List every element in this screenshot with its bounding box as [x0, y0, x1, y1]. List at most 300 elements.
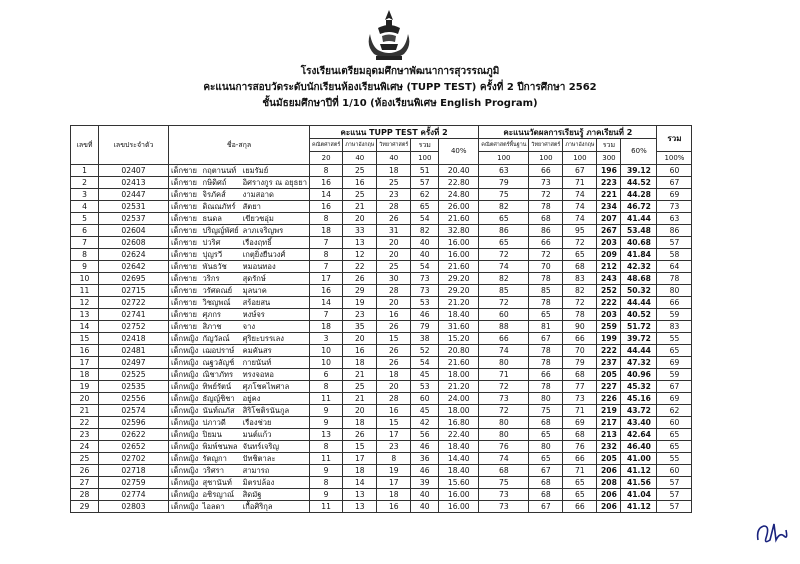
cell-grade-science: 78	[529, 357, 563, 369]
cell-tupp-math: 3	[309, 333, 342, 345]
cell-prefix: เด็กชาย	[169, 285, 201, 297]
cell-tupp-english: 26	[343, 429, 377, 441]
cell-tupp-english: 23	[343, 309, 377, 321]
table-row	[71, 213, 692, 225]
cell-grade-pct: 45.32	[621, 381, 657, 393]
cell-tupp-pct: 31.60	[439, 321, 479, 333]
cell-lastname: ทรงจอหอ	[241, 369, 310, 381]
cell-firstname: พิมพ์ชนพล	[201, 441, 241, 453]
cell-grade-pct: 45.16	[621, 393, 657, 405]
cell-grade-pct: 40.68	[621, 237, 657, 249]
cell-tupp-pct: 20.40	[439, 165, 479, 177]
cell-lastname: ศุริยะบรรเลง	[241, 333, 310, 345]
cell-total: 60	[657, 165, 692, 177]
cell-lastname: สัตยา	[241, 201, 310, 213]
cell-grade-math: 65	[479, 213, 529, 225]
cell-tupp-science: 17	[377, 477, 411, 489]
cell-grade-science: 68	[529, 213, 563, 225]
cell-total: 65	[657, 345, 692, 357]
cell-tupp-science: 26	[377, 213, 411, 225]
cell-tupp-pct: 18.00	[439, 369, 479, 381]
cell-id: 02596	[99, 417, 169, 429]
cell-grade-english: 69	[563, 417, 597, 429]
cell-tupp-pct: 15.60	[439, 477, 479, 489]
cell-tupp-sum: 40	[411, 501, 439, 513]
cell-id: 02531	[99, 201, 169, 213]
cell-grade-math: 80	[479, 429, 529, 441]
cell-lastname: ปัทชิตาละ	[241, 453, 310, 465]
cell-firstname: รัตญกา	[201, 453, 241, 465]
document-title: คะแนนการสอบวัดระดับนักเรียนห้องเรียนพิเศษ (TUPP TEST) ครั้งที่ 2 ปีการศึกษา 2562	[203, 82, 597, 93]
cell-tupp-english: 25	[343, 165, 377, 177]
cell-grade-english: 82	[563, 285, 597, 297]
cell-total: 86	[657, 225, 692, 237]
cell-id: 02535	[99, 381, 169, 393]
cell-prefix: เด็กชาย	[169, 237, 201, 249]
cell-grade-pct: 39.12	[621, 165, 657, 177]
col-id-header: เลขประจำตัว	[99, 126, 169, 165]
cell-grade-sum: 196	[597, 165, 621, 177]
cell-lastname: เกื้อศิริกุล	[241, 501, 310, 513]
cell-prefix: เด็กหญิง	[169, 405, 201, 417]
cell-prefix: เด็กชาย	[169, 189, 201, 201]
cell-tupp-math: 18	[309, 321, 342, 333]
cell-tupp-sum: 53	[411, 381, 439, 393]
cell-grade-math: 66	[479, 333, 529, 345]
total-header: รวม	[657, 126, 692, 152]
cell-lastname: เขียวชอุ่ม	[241, 213, 310, 225]
cell-grade-sum: 205	[597, 453, 621, 465]
grade-english-header: ภาษาอังกฤษ	[563, 139, 597, 152]
cell-tupp-sum: 53	[411, 297, 439, 309]
cell-lastname: ศุภโชคไพศาล	[241, 381, 310, 393]
cell-grade-science: 78	[529, 273, 563, 285]
cell-grade-math: 73	[479, 489, 529, 501]
tupp-sum-header: รวม	[411, 139, 439, 152]
cell-firstname: ปวริศ	[201, 237, 241, 249]
cell-tupp-science: 30	[377, 273, 411, 285]
cell-tupp-pct: 16.00	[439, 501, 479, 513]
cell-grade-english: 90	[563, 321, 597, 333]
cell-grade-science: 66	[529, 237, 563, 249]
cell-prefix: เด็กหญิง	[169, 357, 201, 369]
cell-tupp-math: 14	[309, 297, 342, 309]
cell-prefix: เด็กหญิง	[169, 369, 201, 381]
cell-lastname: จันทร์เจริญ	[241, 441, 310, 453]
grade-group-header: คะแนนวัดผลการเรียนรู้ ภาคเรียนที่ 2	[479, 126, 657, 139]
cell-tupp-science: 23	[377, 189, 411, 201]
cell-id: 02624	[99, 249, 169, 261]
cell-id: 02718	[99, 465, 169, 477]
cell-prefix: เด็กชาย	[169, 249, 201, 261]
cell-id: 02702	[99, 453, 169, 465]
cell-tupp-math: 7	[309, 309, 342, 321]
cell-tupp-math: 14	[309, 189, 342, 201]
cell-tupp-math: 9	[309, 417, 342, 429]
cell-tupp-math: 7	[309, 237, 342, 249]
cell-prefix: เด็กชาย	[169, 201, 201, 213]
table-row	[71, 489, 692, 501]
cell-grade-sum: 259	[597, 321, 621, 333]
table-row	[71, 297, 692, 309]
grade-sum-header: รวม	[597, 139, 621, 152]
cell-grade-sum: 243	[597, 273, 621, 285]
cell-grade-science: 65	[529, 453, 563, 465]
cell-grade-math: 75	[479, 189, 529, 201]
table-row	[71, 441, 692, 453]
cell-lastname: สุดรักษ์	[241, 273, 310, 285]
tupp-english-max: 40	[343, 152, 377, 165]
cell-grade-science: 78	[529, 381, 563, 393]
cell-tupp-english: 16	[343, 177, 377, 189]
cell-grade-science: 70	[529, 261, 563, 273]
cell-total: 57	[657, 489, 692, 501]
cell-tupp-science: 28	[377, 393, 411, 405]
cell-no: 14	[71, 321, 99, 333]
school-name: โรงเรียนเตรียมอุดมศึกษาพัฒนาการสุวรรณภูมิ	[300, 66, 500, 77]
tupp-math-header: คณิตศาสตร์	[309, 139, 342, 152]
cell-grade-math: 88	[479, 321, 529, 333]
cell-no: 16	[71, 345, 99, 357]
cell-prefix: เด็กชาย	[169, 261, 201, 273]
cell-tupp-sum: 62	[411, 189, 439, 201]
cell-tupp-science: 16	[377, 501, 411, 513]
cell-tupp-english: 25	[343, 381, 377, 393]
cell-grade-sum: 213	[597, 429, 621, 441]
cell-tupp-math: 17	[309, 273, 342, 285]
cell-tupp-sum: 54	[411, 213, 439, 225]
cell-no: 22	[71, 417, 99, 429]
cell-tupp-english: 18	[343, 465, 377, 477]
cell-prefix: เด็กหญิง	[169, 417, 201, 429]
cell-tupp-pct: 32.80	[439, 225, 479, 237]
cell-tupp-pct: 22.80	[439, 177, 479, 189]
cell-grade-sum: 234	[597, 201, 621, 213]
cell-grade-english: 73	[563, 393, 597, 405]
cell-no: 3	[71, 189, 99, 201]
cell-tupp-pct: 14.40	[439, 453, 479, 465]
cell-grade-english: 72	[563, 297, 597, 309]
cell-total: 80	[657, 285, 692, 297]
table-row	[71, 369, 692, 381]
cell-tupp-sum: 73	[411, 285, 439, 297]
cell-tupp-science: 17	[377, 429, 411, 441]
cell-no: 29	[71, 501, 99, 513]
cell-grade-english: 65	[563, 477, 597, 489]
cell-tupp-sum: 46	[411, 309, 439, 321]
cell-tupp-english: 14	[343, 477, 377, 489]
cell-grade-math: 73	[479, 501, 529, 513]
cell-grade-pct: 53.48	[621, 225, 657, 237]
cell-tupp-pct: 21.20	[439, 297, 479, 309]
cell-lastname: สร้อยสน	[241, 297, 310, 309]
cell-id: 02418	[99, 333, 169, 345]
cell-prefix: เด็กชาย	[169, 297, 201, 309]
cell-tupp-math: 8	[309, 441, 342, 453]
cell-no: 5	[71, 213, 99, 225]
cell-tupp-math: 10	[309, 345, 342, 357]
cell-firstname: กัญวัลณ์	[201, 333, 241, 345]
table-row	[71, 465, 692, 477]
cell-grade-english: 71	[563, 177, 597, 189]
cell-grade-math: 65	[479, 237, 529, 249]
cell-grade-pct: 41.44	[621, 213, 657, 225]
cell-no: 26	[71, 465, 99, 477]
cell-tupp-pct: 18.00	[439, 405, 479, 417]
cell-firstname: ธัญญ์ชิชา	[201, 393, 241, 405]
cell-grade-sum: 209	[597, 249, 621, 261]
cell-grade-pct: 41.12	[621, 501, 657, 513]
cell-id: 02774	[99, 489, 169, 501]
cell-grade-science: 67	[529, 501, 563, 513]
cell-tupp-pct: 29.20	[439, 285, 479, 297]
table-row	[71, 237, 692, 249]
cell-grade-science: 68	[529, 489, 563, 501]
cell-tupp-math: 16	[309, 177, 342, 189]
cell-tupp-english: 20	[343, 333, 377, 345]
cell-total: 83	[657, 321, 692, 333]
cell-tupp-science: 15	[377, 333, 411, 345]
cell-grade-pct: 43.72	[621, 405, 657, 417]
cell-grade-sum: 222	[597, 345, 621, 357]
cell-id: 02537	[99, 213, 169, 225]
cell-prefix: เด็กชาย	[169, 321, 201, 333]
cell-lastname: กายนันท์	[241, 357, 310, 369]
cell-grade-english: 72	[563, 237, 597, 249]
cell-grade-sum: 203	[597, 309, 621, 321]
cell-grade-sum: 206	[597, 489, 621, 501]
cell-prefix: เด็กหญิง	[169, 453, 201, 465]
cell-grade-math: 82	[479, 273, 529, 285]
col-no-header: เลขที่	[71, 126, 99, 165]
cell-tupp-pct: 16.00	[439, 237, 479, 249]
table-row	[71, 261, 692, 273]
cell-prefix: เด็กหญิง	[169, 429, 201, 441]
cell-tupp-math: 6	[309, 369, 342, 381]
cell-grade-sum: 226	[597, 393, 621, 405]
cell-tupp-math: 18	[309, 225, 342, 237]
cell-tupp-science: 25	[377, 261, 411, 273]
tupp-science-header: วิทยาศาสตร์	[377, 139, 411, 152]
cell-tupp-science: 26	[377, 345, 411, 357]
table-row	[71, 273, 692, 285]
cell-tupp-english: 12	[343, 249, 377, 261]
cell-grade-pct: 43.40	[621, 417, 657, 429]
cell-id: 02574	[99, 405, 169, 417]
cell-id: 02695	[99, 273, 169, 285]
table-row	[71, 309, 692, 321]
cell-firstname: ปภาวดี	[201, 417, 241, 429]
table-row	[71, 165, 692, 177]
cell-tupp-english: 33	[343, 225, 377, 237]
cell-tupp-math: 10	[309, 357, 342, 369]
cell-grade-sum: 219	[597, 405, 621, 417]
cell-tupp-science: 20	[377, 297, 411, 309]
tupp-sum-max: 100	[411, 152, 439, 165]
cell-grade-math: 75	[479, 477, 529, 489]
cell-grade-pct: 42.32	[621, 261, 657, 273]
cell-tupp-math: 8	[309, 213, 342, 225]
table-row	[71, 357, 692, 369]
table-row	[71, 429, 692, 441]
cell-tupp-pct: 29.20	[439, 273, 479, 285]
cell-lastname: เรืองช่วย	[241, 417, 310, 429]
cell-grade-pct: 44.52	[621, 177, 657, 189]
cell-tupp-english: 18	[343, 357, 377, 369]
cell-grade-english: 68	[563, 261, 597, 273]
cell-grade-pct: 50.32	[621, 285, 657, 297]
cell-tupp-sum: 38	[411, 333, 439, 345]
cell-firstname: ณิชาภัทร	[201, 369, 241, 381]
table-row	[71, 381, 692, 393]
cell-tupp-pct: 20.80	[439, 345, 479, 357]
col-name-header: ชื่อ-สกุล	[169, 126, 310, 165]
cell-tupp-science: 16	[377, 309, 411, 321]
table-row	[71, 285, 692, 297]
cell-grade-math: 72	[479, 381, 529, 393]
cell-prefix: เด็กชาย	[169, 273, 201, 285]
cell-total: 69	[657, 393, 692, 405]
cell-tupp-science: 20	[377, 237, 411, 249]
cell-id: 02803	[99, 501, 169, 513]
cell-id: 02652	[99, 441, 169, 453]
cell-grade-sum: 199	[597, 333, 621, 345]
cell-id: 02525	[99, 369, 169, 381]
cell-lastname: มนต์แก้ว	[241, 429, 310, 441]
cell-prefix: เด็กหญิง	[169, 477, 201, 489]
cell-tupp-sum: 57	[411, 177, 439, 189]
cell-grade-math: 80	[479, 357, 529, 369]
table-row	[71, 333, 692, 345]
cell-grade-science: 65	[529, 429, 563, 441]
cell-grade-english: 74	[563, 189, 597, 201]
cell-tupp-science: 28	[377, 285, 411, 297]
cell-grade-science: 72	[529, 189, 563, 201]
cell-total: 67	[657, 177, 692, 189]
cell-firstname: ณฐวลัญช์	[201, 357, 241, 369]
cell-tupp-pct: 16.00	[439, 489, 479, 501]
table-body	[71, 165, 692, 513]
cell-tupp-sum: 40	[411, 237, 439, 249]
cell-tupp-sum: 82	[411, 225, 439, 237]
grade-science-max: 100	[529, 152, 563, 165]
cell-id: 02407	[99, 165, 169, 177]
cell-tupp-math: 16	[309, 285, 342, 297]
tupp-science-max: 40	[377, 152, 411, 165]
cell-tupp-english: 19	[343, 297, 377, 309]
cell-total: 65	[657, 429, 692, 441]
cell-grade-sum: 222	[597, 297, 621, 309]
cell-tupp-english: 16	[343, 345, 377, 357]
cell-grade-science: 66	[529, 369, 563, 381]
cell-grade-pct: 39.72	[621, 333, 657, 345]
cell-grade-sum: 203	[597, 237, 621, 249]
cell-grade-english: 78	[563, 309, 597, 321]
tupp-group-header: คะแนน TUPP TEST ครั้งที่ 2	[309, 126, 478, 139]
cell-firstname: วริกร	[201, 273, 241, 285]
cell-tupp-pct: 21.60	[439, 213, 479, 225]
cell-tupp-sum: 54	[411, 357, 439, 369]
cell-grade-sum: 227	[597, 381, 621, 393]
cell-firstname: วริศรา	[201, 465, 241, 477]
cell-lastname: หงษ์จร	[241, 309, 310, 321]
cell-grade-pct: 41.00	[621, 453, 657, 465]
cell-tupp-pct: 24.80	[439, 189, 479, 201]
cell-tupp-sum: 45	[411, 369, 439, 381]
cell-tupp-math: 16	[309, 201, 342, 213]
cell-firstname: อชิรญาณ์	[201, 489, 241, 501]
cell-tupp-english: 20	[343, 213, 377, 225]
cell-grade-pct: 41.04	[621, 489, 657, 501]
cell-tupp-math: 8	[309, 381, 342, 393]
cell-total: 57	[657, 501, 692, 513]
cell-no: 15	[71, 333, 99, 345]
cell-grade-pct: 51.72	[621, 321, 657, 333]
cell-total: 63	[657, 213, 692, 225]
cell-no: 23	[71, 429, 99, 441]
cell-prefix: เด็กชาย	[169, 177, 201, 189]
cell-grade-science: 75	[529, 405, 563, 417]
cell-tupp-science: 26	[377, 321, 411, 333]
cell-grade-pct: 44.28	[621, 189, 657, 201]
cell-id: 02752	[99, 321, 169, 333]
cell-lastname: งามสอาด	[241, 189, 310, 201]
cell-tupp-science: 18	[377, 489, 411, 501]
cell-prefix: เด็กหญิง	[169, 489, 201, 501]
cell-firstname: กษิดิศถ์	[201, 177, 241, 189]
cell-no: 13	[71, 309, 99, 321]
cell-total: 69	[657, 189, 692, 201]
cell-no: 4	[71, 201, 99, 213]
cell-grade-math: 80	[479, 417, 529, 429]
cell-grade-pct: 46.72	[621, 201, 657, 213]
cell-grade-math: 60	[479, 309, 529, 321]
tupp-math-max: 20	[309, 152, 342, 165]
cell-grade-pct: 40.96	[621, 369, 657, 381]
cell-lastname: จาง	[241, 321, 310, 333]
cell-tupp-sum: 40	[411, 489, 439, 501]
cell-grade-science: 78	[529, 345, 563, 357]
cell-tupp-sum: 42	[411, 417, 439, 429]
cell-lastname: มุลนาค	[241, 285, 310, 297]
cell-tupp-math: 9	[309, 405, 342, 417]
cell-no: 27	[71, 477, 99, 489]
cell-no: 1	[71, 165, 99, 177]
cell-grade-math: 74	[479, 453, 529, 465]
cell-grade-math: 79	[479, 177, 529, 189]
cell-no: 8	[71, 249, 99, 261]
cell-grade-math: 63	[479, 165, 529, 177]
cell-tupp-pct: 21.60	[439, 261, 479, 273]
cell-total: 65	[657, 441, 692, 453]
cell-tupp-math: 11	[309, 393, 342, 405]
cell-tupp-math: 9	[309, 465, 342, 477]
cell-tupp-math: 8	[309, 165, 342, 177]
cell-firstname: วรัศดณย์	[201, 285, 241, 297]
cell-grade-sum: 217	[597, 417, 621, 429]
cell-lastname: สามารถ	[241, 465, 310, 477]
cell-grade-science: 78	[529, 201, 563, 213]
cell-grade-sum: 237	[597, 357, 621, 369]
cell-grade-math: 86	[479, 225, 529, 237]
cell-grade-english: 83	[563, 273, 597, 285]
cell-grade-pct: 44.44	[621, 345, 657, 357]
cell-grade-pct: 42.64	[621, 429, 657, 441]
table-row	[71, 345, 692, 357]
cell-firstname: เฌอปราษ์	[201, 345, 241, 357]
score-table	[70, 125, 692, 513]
cell-tupp-science: 25	[377, 177, 411, 189]
